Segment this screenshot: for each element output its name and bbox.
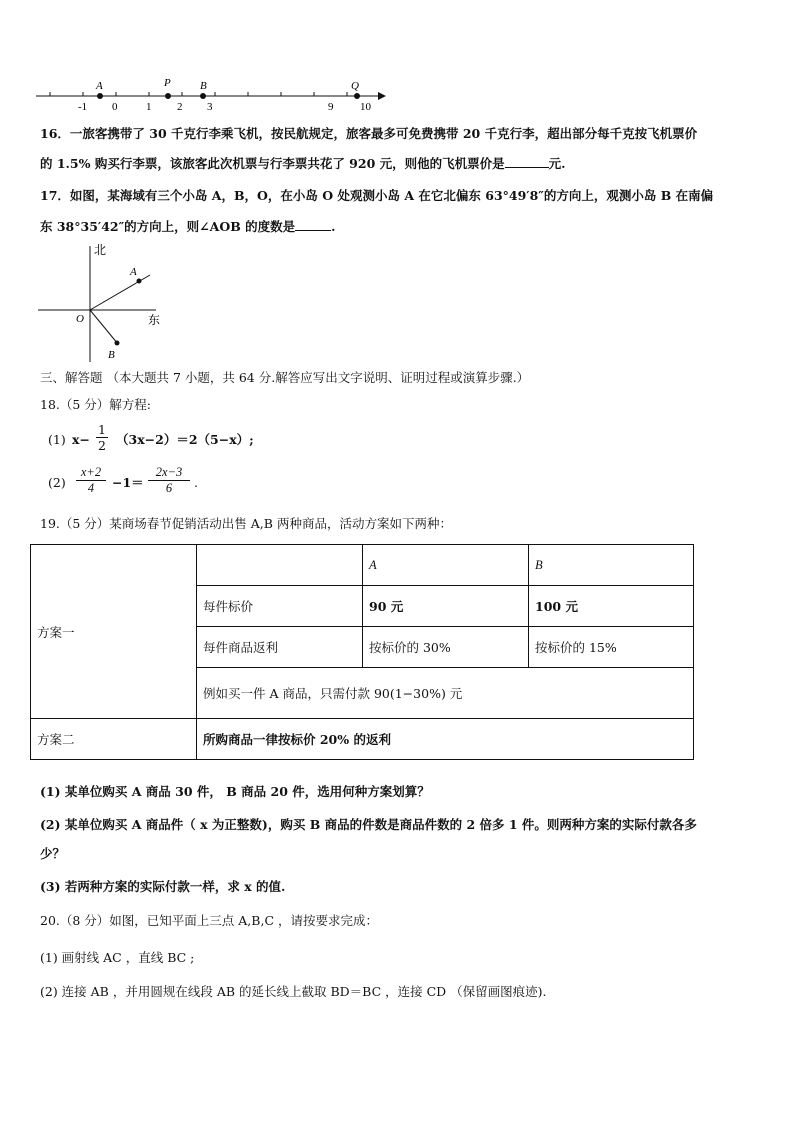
- island-b-point: [115, 341, 120, 346]
- point-b: [200, 93, 206, 99]
- question-20-sub1: (1) 画射线 AC ，直线 BC ;: [40, 950, 195, 965]
- fraction-numerator: 2x−3: [155, 465, 183, 479]
- tick-label: 2: [177, 101, 183, 113]
- north-label: 北: [94, 243, 107, 257]
- point-p: [165, 93, 171, 99]
- question-16-text: 的 1.5% 购买行李票，该旅客此次机票与行李票共花了 920 元，则他的飞机票价是: [40, 156, 505, 171]
- question-20-sub2: (2) 连接 AB ，并用圆规在线段 AB 的延长线上截取 BD＝BC ，连接 CD （保留画图痕迹).: [40, 984, 547, 999]
- point-q: [354, 93, 360, 99]
- fraction-numerator: 1: [98, 422, 106, 437]
- island-a-label: A: [130, 266, 137, 278]
- example-cell: 例如买一件 A 商品，只需付款 90(1−30%) 元: [197, 668, 694, 719]
- number-line-figure: [30, 72, 400, 117]
- point-p-label: P: [164, 77, 171, 89]
- question-16-line1: 16．一旅客携带了 30 千克行李乘飞机，按民航规定，旅客最多可免费携带 20 千克行李，超出部分每千克按飞机票价: [40, 126, 698, 141]
- header-b: B: [529, 545, 694, 586]
- answer-blank[interactable]: [295, 230, 331, 231]
- plan2-label: 方案二: [31, 719, 197, 760]
- question-19-sub2-line1: (2) 某单位购买 A 商品件（ x 为正整数)，购买 B 商品的件数是商品件数的 2 倍多 1 件。则两种方案的实际付款各多: [40, 817, 697, 832]
- tick-label: 0: [112, 101, 118, 113]
- rebate-b: 按标价的 15%: [529, 627, 694, 668]
- equation-1: [48, 420, 368, 460]
- equation-1-pre: x−: [72, 432, 90, 447]
- question-17-line2: [40, 219, 336, 235]
- answer-blank[interactable]: [505, 167, 549, 168]
- fraction-denominator: 2: [96, 437, 108, 453]
- point-a-label: A: [96, 80, 103, 92]
- question-16-unit: 元.: [548, 156, 566, 171]
- question-17-end: .: [331, 219, 336, 234]
- tick-label: 9: [328, 101, 334, 113]
- equation-2-label: (2): [48, 475, 66, 490]
- fraction-one-half: [96, 422, 108, 453]
- price-a: 90 元: [363, 586, 529, 627]
- question-16-line2: [40, 156, 566, 172]
- fraction-denominator: 4: [76, 480, 106, 496]
- plan1-cell: [31, 545, 197, 719]
- rebate-label: 每件商品返利: [197, 627, 363, 668]
- question-19-sub1: (1) 某单位购买 A 商品 30 件， B 商品 20 件，选用何种方案划算？: [40, 784, 430, 799]
- equation-2-end: .: [194, 475, 198, 490]
- header-a: A: [363, 545, 529, 586]
- question-20-title: 20.（8 分）如图，已知平面上三点 A,B,C ，请按要求完成：: [40, 913, 378, 928]
- equation-1-label: (1): [48, 432, 66, 447]
- fraction-denominator: 6: [148, 480, 190, 496]
- plan1-label: 方案一: [37, 624, 75, 640]
- rebate-a: 按标价的 30%: [363, 627, 529, 668]
- promotion-table: [30, 544, 694, 760]
- header-empty-cell: [197, 545, 363, 586]
- origin-label: O: [76, 313, 84, 325]
- fraction-left: [76, 465, 106, 496]
- tick-label: -1: [78, 101, 88, 113]
- price-label: 每件标价: [197, 586, 363, 627]
- point-b-label: B: [200, 80, 207, 92]
- tick-label: 10: [360, 101, 371, 113]
- price-b: 100 元: [529, 586, 694, 627]
- island-b-label: B: [108, 349, 115, 361]
- compass-figure: [36, 238, 176, 366]
- fraction-numerator: x+2: [80, 465, 102, 479]
- point-a: [97, 93, 103, 99]
- plan2-desc: 所购商品一律按标价 20% 的返利: [197, 719, 694, 760]
- tick-label: 3: [207, 101, 213, 113]
- east-label: 东: [148, 313, 161, 327]
- fraction-right: [148, 465, 190, 496]
- question-17-text: 东 38°35′42″的方向上，则∠AOB 的度数是: [40, 219, 296, 234]
- question-19-sub2-line2: 少？: [40, 846, 66, 861]
- equation-2-mid: −1＝: [112, 475, 144, 490]
- question-17-line1: 17．如图，某海域有三个小岛 A，B，O，在小岛 O 处观测小岛 A 在它北偏东 63°49′8″的方向上，观测小岛 B 在南偏: [40, 188, 714, 203]
- question-18-title: 18.（5 分）解方程:: [40, 397, 152, 412]
- equation-1-post: （3x−2）＝2（5−x）;: [116, 432, 254, 447]
- section-heading: 三、解答题 （本大题共 7 小题，共 64 分.解答应写出文字说明、证明过程或演算步骤.）: [40, 370, 530, 385]
- tick-label: 1: [146, 101, 152, 113]
- island-a-point: [137, 279, 142, 284]
- equation-2: [48, 463, 368, 503]
- question-19-sub3: (3) 若两种方案的实际付款一样，求 x 的值.: [40, 879, 286, 894]
- point-q-label: Q: [351, 80, 359, 92]
- question-19-title: 19.（5 分）某商场春节促销活动出售 A,B 两种商品，活动方案如下两种：: [40, 516, 452, 531]
